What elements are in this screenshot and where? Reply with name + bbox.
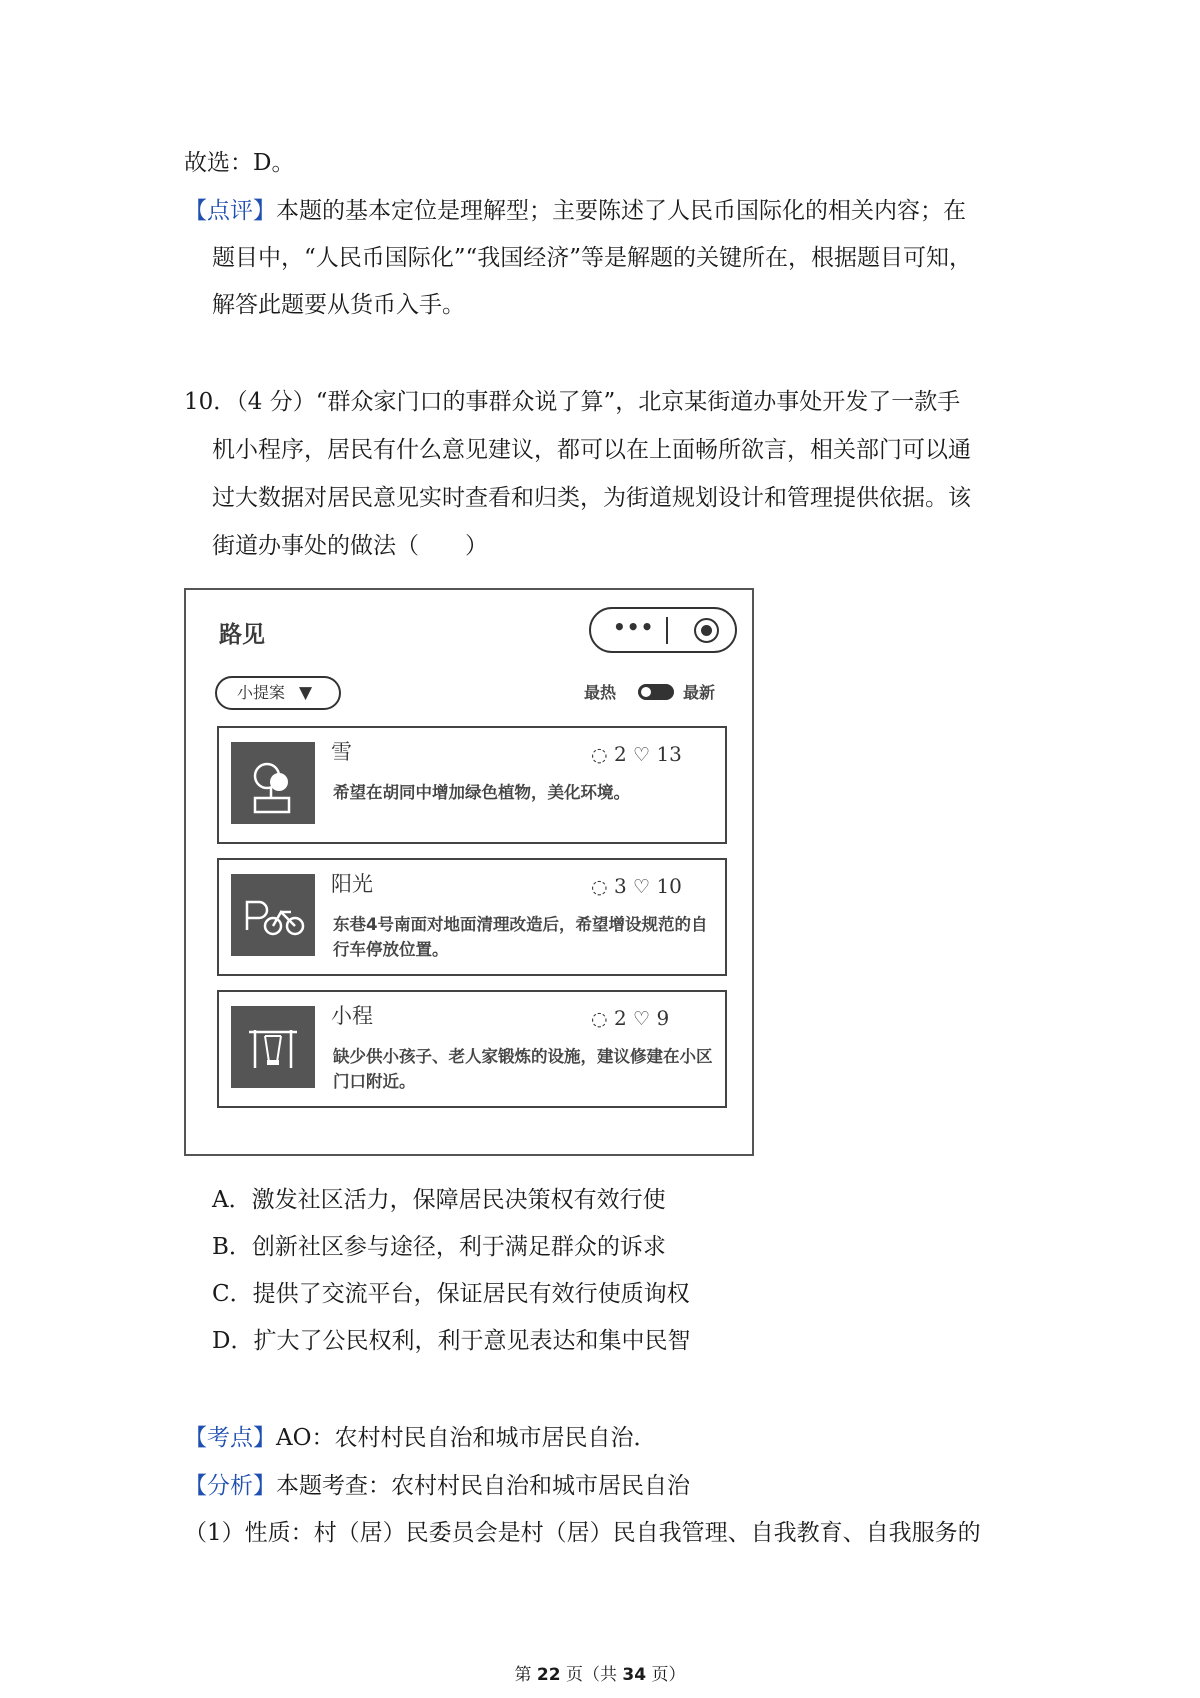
mini-program-screenshot [184,588,754,1156]
heart-icon: ♡ [633,744,651,766]
question-line-4: 街道办事处的做法（ ） [212,533,488,559]
question-line-1: 10．（4 分）“群众家门口的事群众说了算”，北京某街道办事处开发了一款手 [184,389,961,415]
option-a: A．激发社区活力，保障居民决策权有效行使 [212,1187,666,1213]
comment-count: 2 [613,742,627,766]
post-text: 缺少供小孩子、老人家锻炼的设施，建议修建在小区门口附近。 [333,1047,713,1091]
post-card [217,726,727,844]
close-target-icon [694,618,719,643]
dropdown-label: 小提案 [237,683,286,702]
post-text: 东巷4号南面对地面清理改造后，希望增设规范的自行车停放位置。 [333,915,708,959]
sort-toggle [638,684,674,700]
kaodian-line: 【考点】AO：农村村民自治和城市居民自治． [184,1425,657,1451]
kaodian-tag: 【考点】 [184,1425,276,1451]
page-footer: 第 22 页（共 34 页） [514,1665,686,1685]
post-text: 希望在胡同中增加绿色植物，美化环境。 [333,783,630,802]
bicycle-parking-icon [231,874,315,956]
chevron-down-icon: ▼ [299,683,313,703]
question-line-2: 机小程序，居民有什么意见建议，都可以在上面畅所欲言，相关部门可以通 [212,437,971,463]
analysis-line: （1）性质：村（居）民委员会是村（居）民自我管理、自我教育、自我服务的 [184,1520,981,1546]
page-number: 22 [536,1665,561,1685]
capsule-menu [589,607,737,653]
like-count: 13 [656,742,682,766]
page-total: 34 [622,1665,647,1685]
comment-line-2: 题目中，“人民币国际化”“我国经济”等是解题的关键所在，根据题目可知， [212,245,973,271]
comment-icon: ◌ [591,1008,608,1030]
tree-icon [231,742,315,824]
post-author: 阳光 [331,872,373,896]
option-d: D．扩大了公民权利，利于意见表达和集中民智 [212,1328,691,1354]
comment-icon: ◌ [591,744,608,766]
post-author: 小程 [331,1004,373,1028]
comment-count: 3 [613,874,627,898]
capsule-divider [666,617,668,644]
heart-icon: ♡ [633,876,651,898]
fenxi-line: 【分析】本题考查：农村村民自治和城市居民自治 [184,1473,690,1499]
option-b: B．创新社区参与途径，利于满足群众的诉求 [212,1234,666,1260]
like-count: 9 [656,1006,670,1030]
comment-count: 2 [613,1006,627,1030]
post-stats [591,742,682,766]
fenxi-tag: 【分析】 [184,1473,276,1499]
post-card [217,858,727,976]
comment-icon: ◌ [591,876,608,898]
comment-line-3: 解答此题要从货币入手。 [212,292,465,318]
sort-new-label: 最新 [683,683,716,702]
exercise-equipment-icon [231,1006,315,1088]
more-icon: ••• [613,615,655,639]
heart-icon: ♡ [633,1008,651,1030]
post-author: 雪 [331,740,352,764]
post-card [217,990,727,1108]
comment-line-1: 【点评】本题的基本定位是理解型；主要陈述了人民币国际化的相关内容；在 [184,198,966,224]
post-stats [591,874,682,898]
app-title: 路见 [219,622,265,648]
post-stats [591,1006,669,1030]
sort-hot-label: 最热 [584,683,617,702]
comment-tag: 【点评】 [184,198,276,224]
answer-line: 故选：D。 [184,150,295,176]
question-line-3: 过大数据对居民意见实时查看和归类，为街道规划设计和管理提供依据。该 [212,485,971,511]
category-dropdown [215,676,341,710]
like-count: 10 [656,874,682,898]
option-c: C．提供了交流平台，保证居民有效行使质询权 [212,1281,690,1307]
